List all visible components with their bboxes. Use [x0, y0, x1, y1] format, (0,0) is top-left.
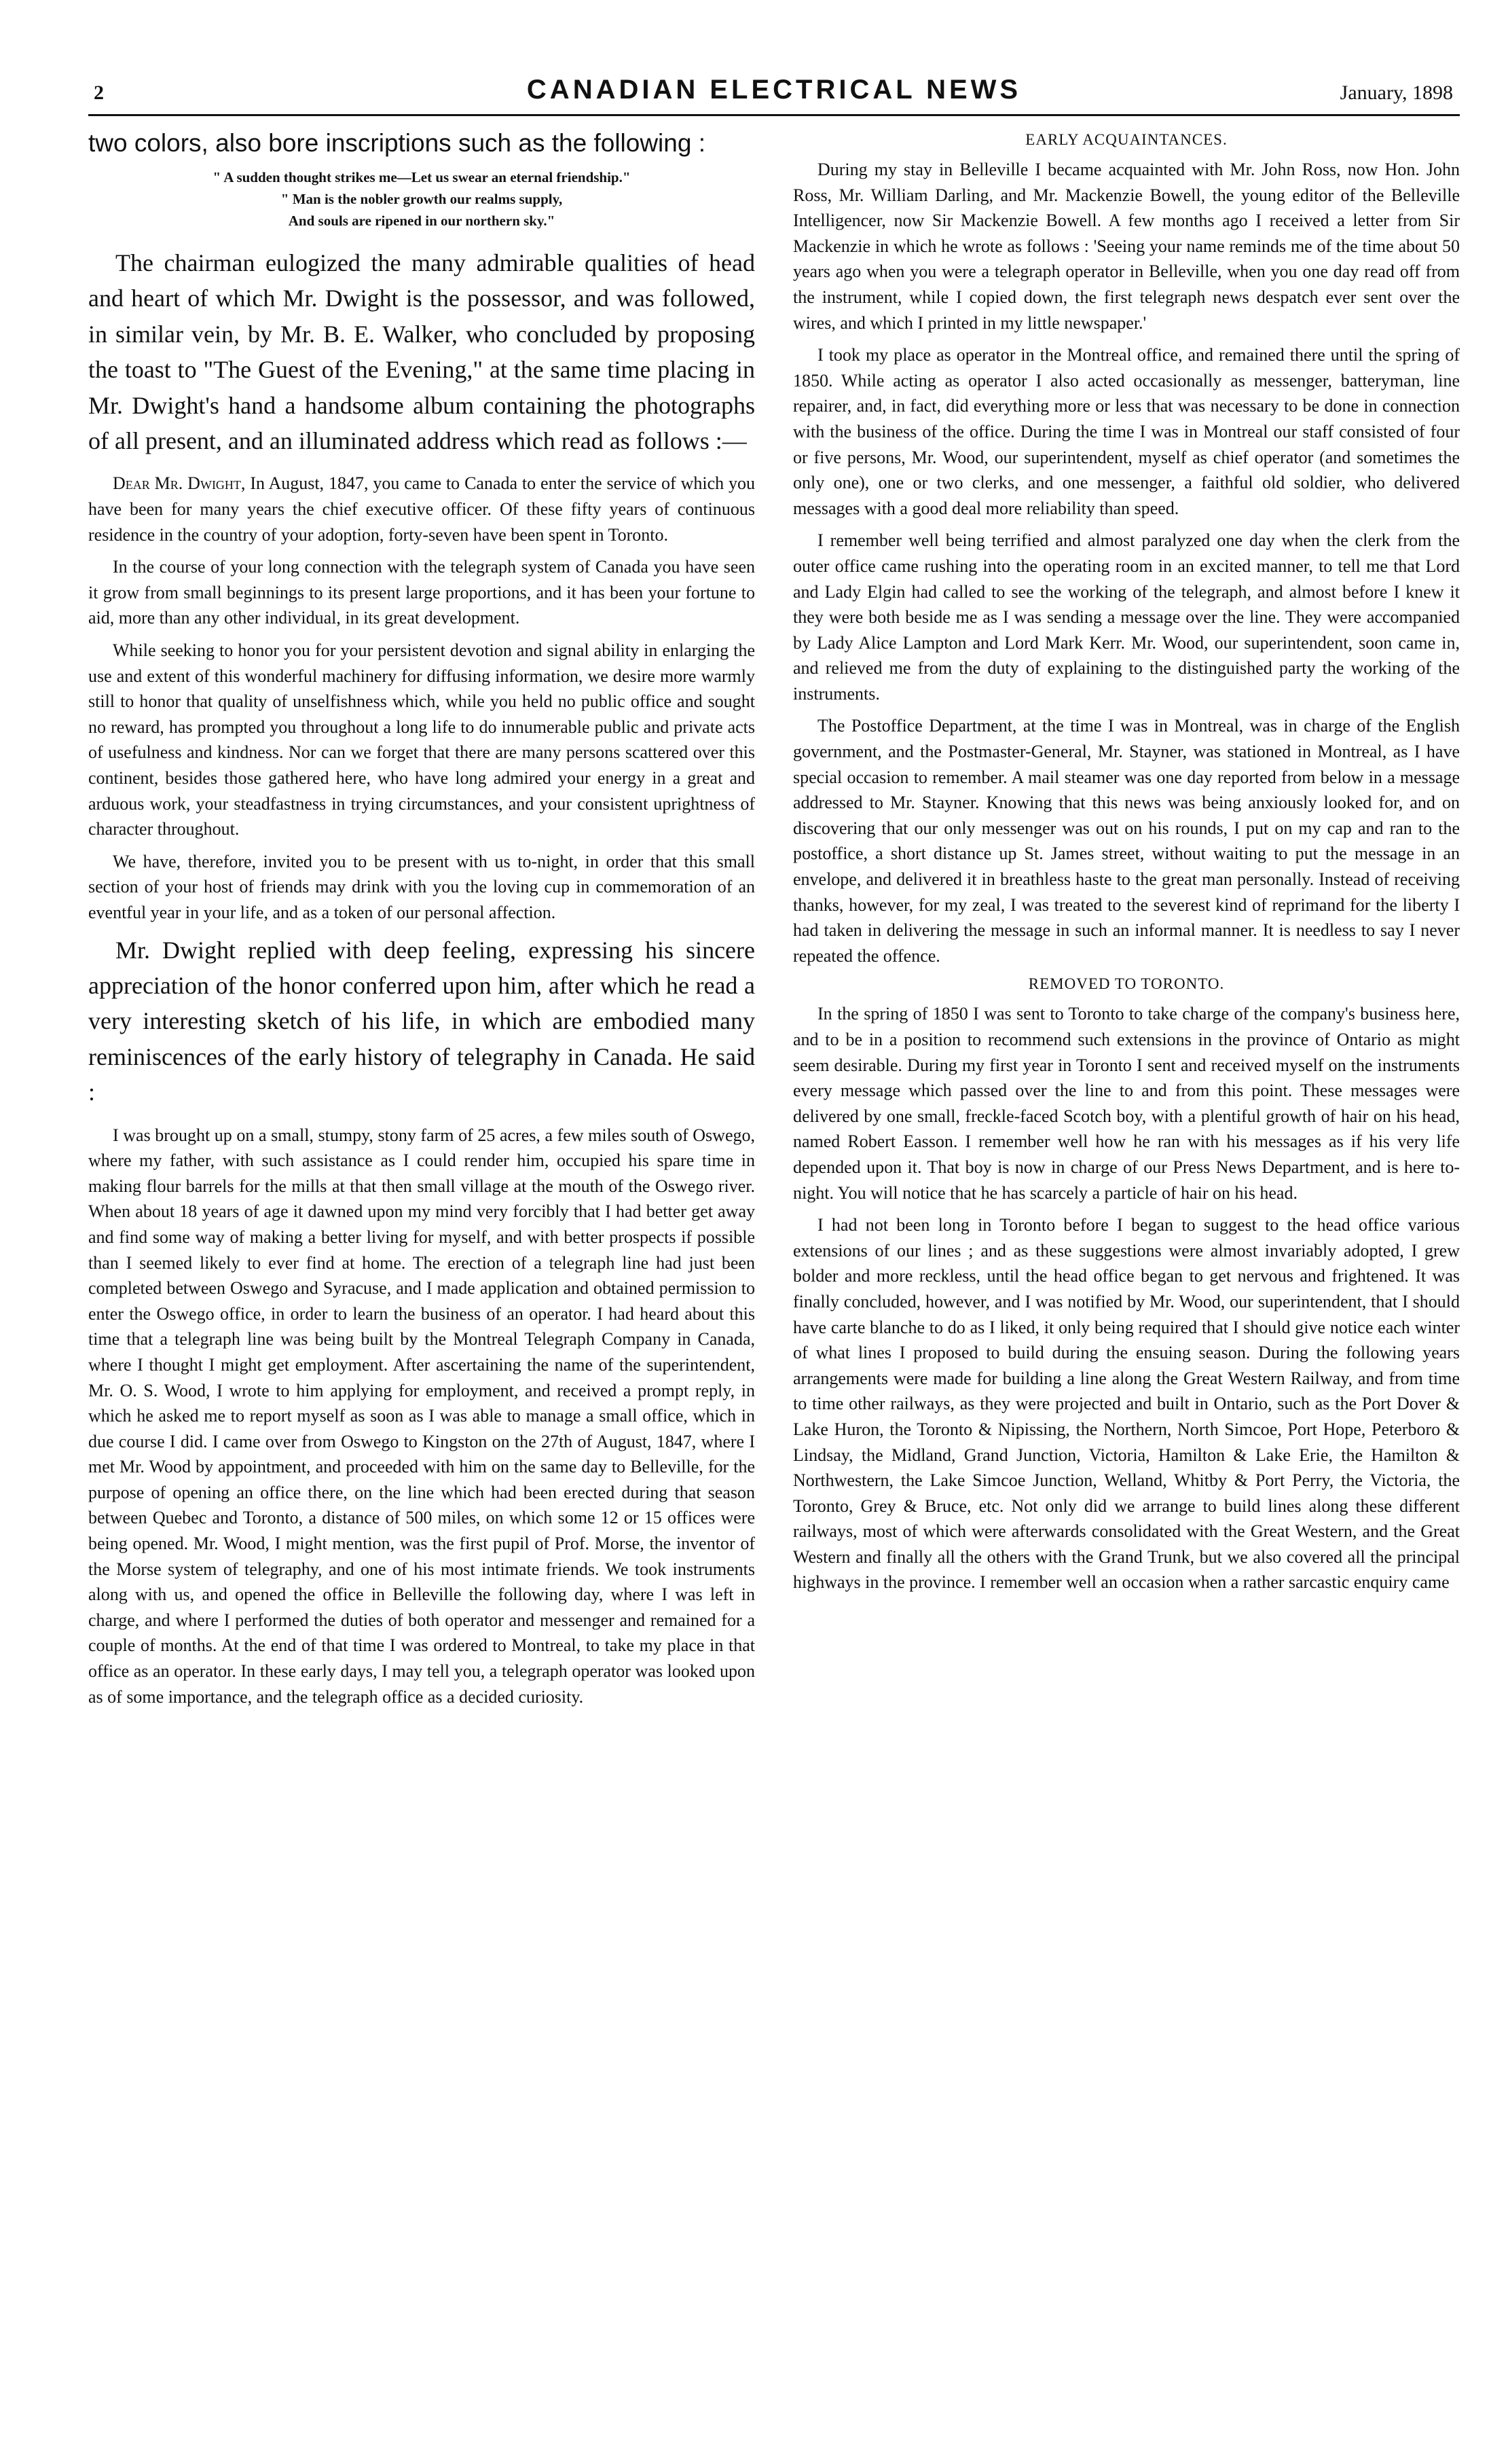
address-paragraph: We have, therefore, invited you to be present with us to-night, in order that this small section of your host of friends may drink with you the loving cup in commemoration of an eventful year in your life, and as a token of our personal affection.	[88, 851, 755, 922]
intro-line: two colors, also bore inscriptions such as the following :	[88, 129, 705, 157]
left-column	[88, 126, 755, 1716]
verse-line: " Man is the nobler growth our realms supply,	[280, 191, 563, 207]
section-heading: REMOVED TO TORONTO.	[1028, 975, 1225, 993]
verse-line: And souls are ripened in our northern sky."	[288, 213, 555, 229]
inscription-verses	[88, 168, 755, 230]
paragraph: I took my place as operator in the Montreal office, and remained there until the spring of 1850. While acting as operator I also acted occasionally as messenger, batteryman, line repairer, and, in fact, did everything more or less that was necessary to be done in connection with the business of the office. During the time I was in Montreal our staff consisted of four or five persons, Mr. Wood, our superintendent, myself as chief operator (and sometimes the only one), one or two clerks, and one messenger, a faithful old soldier, who delivered messages with a good deal more reliability than speed.	[793, 345, 1460, 518]
address-salutation: Dear Mr. Dwight,	[113, 473, 246, 494]
address-paragraph: In the course of your long connection with the telegraph system of Canada you have seen it grow from small beginnings to its present large proportions, and it has been your fortune to aid, more than any other individual, in its great development.	[88, 557, 755, 628]
paragraph: In the spring of 1850 I was sent to Toronto to take charge of the company's business here, and to be in a position to recommend such extensions in the province of Ontario as might seem desirable. During my first year in Toronto I sent and received myself on the instruments every message which passed over the line to and from this point. These messages were delivered by one small, freckle-faced Scotch boy, with a plentiful growth of hair on his head, named Robert Easson. I remember well how he ran with his messages as if his very life depended upon it. That boy is now in charge of our Press News Department, and is here to-night. You will notice that he has scarcely a particle of hair on his head.	[793, 1004, 1460, 1203]
paragraph: I had not been long in Toronto before I began to suggest to the head office various extensions of our lines ; and as these suggestions were almost invariably adopted, I grew bolder and more reckless, until the head office began to get nervous and frightened. It was finally concluded, however, and I was notified by Mr. Wood, our superintendent, that I should have carte blanche to do as I liked, it only being required that I should give notice each winter of what lines I proposed to build during the ensuing season. During the following years arrangements were made for building a line along the Great Western Railway, and from time to time other railways, as they were projected and built in Ontario, such as the Port Dover & Lake Huron, the Toronto & Nipissing, the Northern, North Simcoe, Port Hope, Peterboro & Lindsay, the Midland, Grand Junction, Victoria, Hamilton & Lake Erie, the Hamilton & Northwestern, the Lake Simcoe Junction, Welland, Whitby & Port Perry, the Victoria, the Toronto, Grey & Bruce, etc. Not only did we arrange to build lines along these different railways, most of which were afterwards consolidated with the Great Western, and the Great Western and finally all the others with the Grand Trunk, but we also covered all the principal highways in the province. I remember well an occasion when a rather sarcastic enquiry came	[793, 1215, 1460, 1593]
paragraph: I was brought up on a small, stumpy, stony farm of 25 acres, a few miles south of Oswego, where my father, with such assistance as I could render him, occupied his spare time in making flour barrels for the mills at that then small village at the mouth of the Oswego river. When about 18 years of age it dawned upon my mind very forcibly that I had better get away and find some way of making a better living for myself, and with better prospects if possible than I seemed likely to ever find at home. The erection of a telegraph line had just been completed between Oswego and Syracuse, and I made application and obtained permission to enter the Oswego office, in order to learn the business of an operator. I had heard about this time that a telegraph line was being built by the Montreal Telegraph Company in Canada, where I thought I might get employment. After ascertaining the name of the superintendent, Mr. O. S. Wood, I wrote to him applying for employment, and received a prompt reply, in which he asked me to report myself as soon as I was able to manage a small office, which in due course I did. I came over from Oswego to Kingston on the 27th of August, 1847, where I met Mr. Wood by appointment, and proceeded with him on the same day to Belleville, for the purpose of opening an office there, on the line which had been erected during that season between Quebec and Toronto, a distance of 500 miles, on which some 12 or 15 offices were being opened. Mr. Wood, I might mention, was the first pupil of Prof. Morse, the inventor of the Morse system of telegraphy, and one of his most intimate friends. We took instruments along with us, and opened the office in Belleville the following day, where I was left in charge, and where I performed the duties of both operator and messenger and remained for a couple of months. At the end of that time I was ordered to Montreal, to take my place in that office as an operator. In these early days, I may tell you, a telegraph operator was looked upon as of some importance, and the telegraph office as a decided curiosity.	[88, 1125, 755, 1707]
paragraph: During my stay in Belleville I became acquainted with Mr. John Ross, now Hon. John Ross, Mr. William Darling, and Mr. Mackenzie Bowell, the young editor of the Belleville Intelligencer, now Sir Mackenzie Bowell. A few months ago I received a letter from Sir Mackenzie in which he wrote as follows : 'Seeing your name reminds me of the time about 50 years ago when you were a telegraph operator in Belleville, when you one day read off from the instrument, while I copied down, the first telegraph news despatch ever sent over the wires, and which I printed in my little newspaper.'	[793, 160, 1460, 333]
paragraph: I remember well being terrified and almost paralyzed one day when the clerk from the outer office came rushing into the operating room in an excited manner, to tell me that Lord and Lady Elgin had called to see the working of the telegraph, and almost before I knew it they were both beside me as I was sending a message over the line. They were accompanied by Lady Alice Lampton and Lord Mark Kerr. Mr. Wood, our superintendent, soon came in, and relieved me from the duty of explaining to the distinguished party the working of the instruments.	[793, 530, 1460, 704]
page-number: 2	[94, 81, 104, 104]
paragraph: The chairman eulogized the many admirable qualities of head and heart of which Mr. Dwight is the possessor, and was followed, in similar vein, by Mr. B. E. Walker, who concluded by proposing the toast to "The Guest of the Evening," at the same time placing in Mr. Dwight's hand a handsome album containing the photographs of all present, and an illuminated address which read as follows :—	[88, 249, 755, 455]
article-columns	[88, 126, 1460, 1716]
address-paragraph	[88, 471, 755, 547]
page-header	[88, 75, 1460, 116]
newspaper-page	[88, 75, 1460, 2438]
verse-line: " A sudden thought strikes me—Let us swear an eternal friendship."	[213, 169, 631, 185]
paragraph: Mr. Dwight replied with deep feeling, expressing his sincere appreciation of the honor conferred upon him, after which he read a very interesting sketch of his life, in which are embodied many reminiscences of the early history of telegraphy in Canada. He said :	[88, 936, 755, 1106]
address-paragraph: While seeking to honor you for your persistent devotion and signal ability in enlarging the use and extent of this wonderful machinery for diffusing information, we desire more warmly still to honor that quality of unselfishness which, while you held no public office and sought no reward, has prompted you throughout a long life to do innumerable public and private acts of usefulness and kindness. Nor can we forget that there are many persons scattered over this continent, besides those gathered here, who have long admired your energy in a great and arduous work, your steadfastness in trying circumstances, and your consistent uprightness of character throughout.	[88, 640, 755, 839]
address-text: In August, 1847, you came to Canada to enter the service of which you have been for many years the chief executive officer. Of these fifty years of continuous residence in the country of your adoption, forty-seven have been spent in Toronto.	[88, 473, 756, 545]
masthead: CANADIAN ELECTRICAL NEWS	[526, 75, 1022, 105]
paragraph: The Postoffice Department, at the time I was in Montreal, was in charge of the English government, and the Postmaster-General, Mr. Stayner, was stationed in Montreal, as I have special occasion to remember. A mail steamer was one day reported from below in a message addressed to Mr. Stayner. Knowing that this news was being anxiously looked for, and on discovering that our only messenger was out on his rounds, I put on my cap and ran to the postoffice, a short distance up St. James street, without waiting to put the message in an envelope, and delivered it in breathless haste to the great man personally. Instead of receiving thanks, however, for my zeal, I was treated to the severest kind of reprimand for the liberty I had taken in delivering the message in such an informal manner. It is needless to say I never repeated the offence.	[793, 716, 1460, 966]
right-column	[793, 126, 1460, 1716]
section-heading: EARLY ACQUAINTANCES.	[1025, 131, 1228, 148]
issue-date: January, 1898	[1340, 81, 1453, 104]
